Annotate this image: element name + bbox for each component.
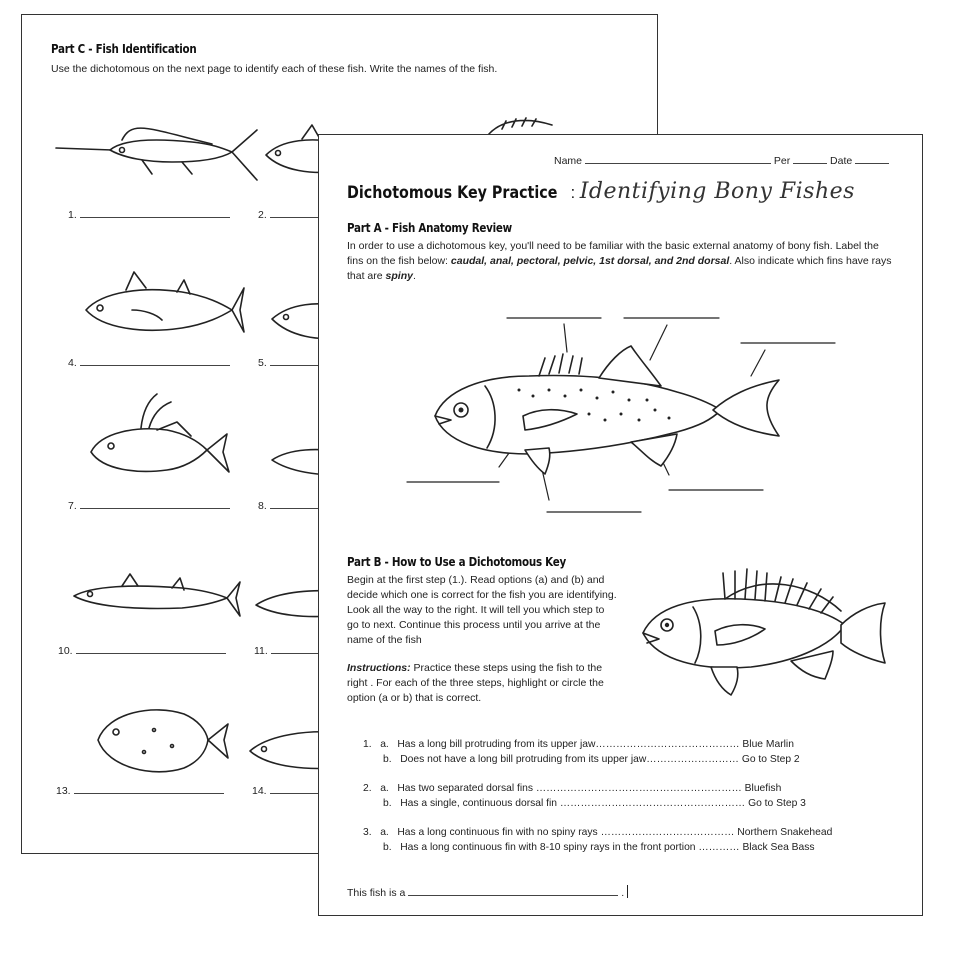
answer-blank[interactable] [270,498,320,509]
key-option-letter: a. [380,783,389,794]
answer-blank[interactable] [80,355,230,366]
key-option-text: Has a long continuous fin with 8-10 spiny rays in the front portion ………… Black Sea Bass [400,842,815,853]
key-option-letter: b. [383,842,392,853]
fish-number-label: 7. [68,500,77,512]
marlin-illustration [52,110,252,190]
key-step-number: 1. [363,739,372,750]
key-step-number: 3. [363,827,372,838]
fish-number-10 [58,643,226,657]
key-option-letter: a. [380,739,389,750]
fins-list: caudal, anal, pectoral, pelvic, 1st dorsal, and 2nd dorsal [450,255,730,267]
answer-blank[interactable] [270,355,320,366]
date-label: Date [830,155,853,167]
answer-blank[interactable] [76,643,226,654]
key-option-text: Does not have a long bill protruding from its upper jaw……………………… Go to Step 2 [400,754,800,765]
hogfish-illustration [87,390,237,490]
fish-number-8 [258,498,320,512]
fish-number-4 [68,355,230,369]
answer-field[interactable] [408,885,618,896]
fish-number-11 [254,643,321,657]
fish-number-7 [68,498,230,512]
header-fields [554,153,889,169]
title-script: Identifying Bony Fishes [579,179,855,204]
part-a-heading: Part A - Fish Anatomy Review [347,221,512,235]
answer-blank[interactable] [270,783,320,794]
answer-label: This fish is a [347,887,406,899]
dichotomous-key-worksheet-page [318,134,923,916]
fish-number-14 [252,783,320,797]
answer-blank[interactable] [74,783,224,794]
barracuda-illustration [72,570,242,630]
instructions-text: Practice these steps using the fish to the right . For each of the three steps, highlight or circle the option (a or b) that is correct. [347,662,604,704]
part-c-instructions: Use the dichotomous on the next page to identify each of these fish. Write the names of the fish. [51,63,498,75]
key-option-letter: b. [383,798,392,809]
part-a-text-2: . Also indicate which fins have rays that are [347,255,892,282]
fish-number-label: 4. [68,357,77,369]
part-b-heading: Part B - How to Use a Dichotomous Key [347,555,566,569]
key-option-text: Has a long bill protruding from its upper jaw…………………………………… Blue Marlin [397,739,794,750]
spiny-word: spiny [385,270,413,282]
key-option-text: Has a long continuous fin with no spiny rays ………………………………… Northern Snakehead [397,827,833,838]
per-field[interactable] [793,153,827,164]
name-field[interactable] [585,153,771,164]
answer-blank[interactable] [80,498,230,509]
fish-number-label: 5. [258,357,267,369]
key-step-number: 2. [363,783,372,794]
page-title [347,179,855,204]
answer-blank[interactable] [271,643,321,654]
fish-number-label: 10. [58,645,73,657]
key-option-text: Has two separated dorsal fins …………………………………………………… Bluefish [397,783,782,794]
fish-number-label: 2. [258,209,267,221]
name-label: Name [554,155,583,167]
fish-number-label: 14. [252,785,267,797]
answer-row [347,885,628,901]
fish-number-label: 13. [56,785,71,797]
fish-number-5 [258,355,320,369]
part-a-text-1: In order to use a dichotomous key, you'll need to be familiar with the basic external anatomy of bony fish. Label the fins on the fish below: [347,240,879,267]
key-step-2-b[interactable] [383,798,806,809]
key-step-1-a[interactable] [363,739,794,750]
anatomy-fish-diagram [399,310,799,520]
part-c-heading: Part C - Fish Identification [51,42,197,56]
answer-blank[interactable] [270,207,320,218]
key-step-3-b[interactable] [383,842,815,853]
key-option-text: Has a single, continuous dorsal fin ……………………………………………… Go to Step 3 [400,798,806,809]
key-option-letter: a. [380,827,389,838]
part-a-text-3: . [412,270,416,282]
fish-number-label: 11. [254,645,268,657]
black-sea-bass-illustration [641,567,891,697]
date-field[interactable] [855,153,889,164]
part-b-paragraph: Begin at the first step (1.). Read options (a) and (b) and decide which one is correct for the fish you are identifying. Look all the way to the right. It will tell you which step to go to next. Continue this process until you arrive at the name of the fish [347,574,617,646]
part-b-instructions [347,661,617,706]
fish-number-label: 8. [258,500,267,512]
title-main: Dichotomous Key Practice [347,183,558,203]
fish-number-2 [258,207,320,221]
fish-number-1 [68,207,230,221]
fish-number-label: 1. [68,209,77,221]
part-a-text [347,239,892,284]
flounder-illustration [94,700,234,780]
key-step-1-b[interactable] [383,754,800,765]
text-cursor [627,885,628,898]
fish-number-13 [56,783,224,797]
key-step-3-a[interactable] [363,827,832,838]
title-colon: : [570,183,576,202]
key-option-letter: b. [383,754,392,765]
key-step-2-a[interactable] [363,783,781,794]
tuna-illustration [82,270,252,350]
instructions-label: Instructions: [347,662,411,674]
answer-blank[interactable] [80,207,230,218]
per-label: Per [773,155,791,167]
answer-end: . [621,887,625,899]
